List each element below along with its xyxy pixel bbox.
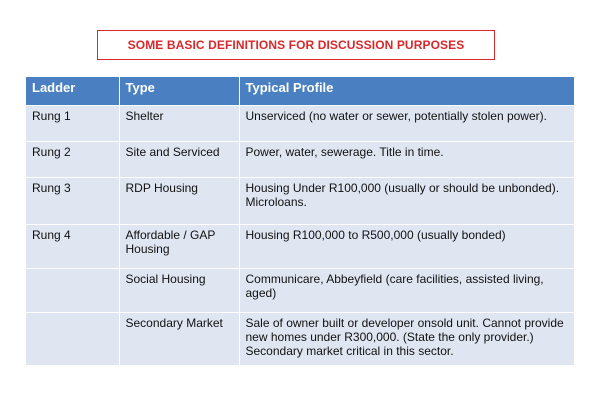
cell-profile: Housing Under R100,000 (usually or should be unbonded). Microloans. [239,177,574,224]
definitions-table [26,77,574,365]
table-row [26,224,574,268]
table-row [26,177,574,224]
table-row [26,105,574,141]
title-box [97,30,495,60]
cell-type: Secondary Market [119,312,239,365]
header-ladder: Ladder [26,77,119,105]
cell-ladder: Rung 1 [26,105,119,141]
cell-ladder: Rung 3 [26,177,119,224]
cell-profile: Power, water, sewerage. Title in time. [239,141,574,177]
header-typical-profile: Typical Profile [239,77,574,105]
cell-ladder [26,312,119,365]
header-type: Type [119,77,239,105]
cell-ladder [26,268,119,312]
cell-type: Social Housing [119,268,239,312]
cell-profile: Sale of owner built or developer onsold unit. Cannot provide new homes under R300,000. (State the only provider.) Secondary market critical in this sector. [239,312,574,365]
slide-title: SOME BASIC DEFINITIONS FOR DISCUSSION PURPOSES [127,38,465,52]
cell-type: RDP Housing [119,177,239,224]
cell-profile: Housing R100,000 to R500,000 (usually bonded) [239,224,574,268]
cell-type: Affordable / GAP Housing [119,224,239,268]
cell-ladder: Rung 4 [26,224,119,268]
table-row [26,141,574,177]
cell-ladder: Rung 2 [26,141,119,177]
cell-profile: Unserviced (no water or sewer, potentially stolen power). [239,105,574,141]
cell-type: Site and Serviced [119,141,239,177]
table-row [26,268,574,312]
cell-type: Shelter [119,105,239,141]
cell-profile: Communicare, Abbeyfield (care facilities, assisted living, aged) [239,268,574,312]
table-row [26,312,574,365]
table-header-row [26,77,574,105]
